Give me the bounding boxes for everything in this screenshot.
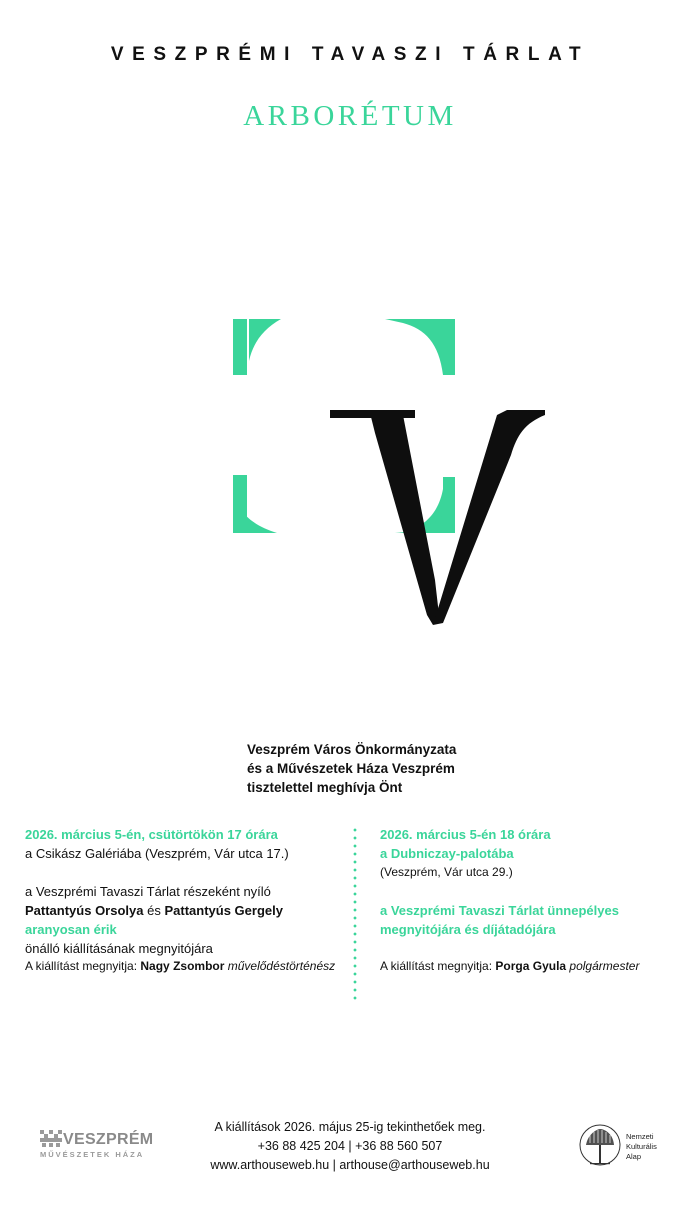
left-event-column bbox=[25, 825, 350, 958]
footer-web-links[interactable]: www.arthouseweb.hu | arthouse@arthouseweb.hu bbox=[210, 1158, 490, 1172]
event-subtitle: ARBORÉTUM bbox=[243, 100, 457, 132]
footer-dates: A kiállítások 2026. május 25-ig tekinthetőek meg. bbox=[214, 1120, 486, 1134]
intro-line: Veszprém Város Önkormányzata bbox=[247, 742, 457, 757]
right-opener bbox=[380, 959, 639, 973]
artist-name: Pattantyús Orsolya bbox=[25, 903, 144, 918]
opener-role: művelődéstörténész bbox=[224, 959, 336, 973]
opener-label: A kiállítást megnyitja: bbox=[25, 959, 141, 973]
dotted-divider bbox=[353, 826, 357, 1001]
nka-line: Kulturális bbox=[626, 1142, 657, 1151]
left-event-desc: a Veszprémi Tavaszi Tárlat részeként nyíló bbox=[25, 884, 271, 899]
invitation-intro bbox=[247, 740, 547, 797]
right-event-column bbox=[380, 825, 680, 939]
muveszetek-haza-logo bbox=[40, 1128, 160, 1168]
right-event-date: 2026. március 5-én 18 órára bbox=[380, 827, 551, 842]
artist-name: Pattantyús Gergely bbox=[164, 903, 283, 918]
opener-label: A kiállítást megnyitja: bbox=[380, 959, 496, 973]
right-event-venue: a Dubniczay-palotába bbox=[380, 846, 514, 861]
right-event-line1: a Veszprémi Tavaszi Tárlat ünnepélyes bbox=[380, 903, 619, 918]
tv-monogram-logo bbox=[225, 315, 555, 635]
left-opener bbox=[25, 959, 335, 973]
tree-icon bbox=[578, 1123, 622, 1171]
artist-conjunction: és bbox=[143, 903, 165, 918]
left-event-desc2: önálló kiállításának megnyitójára bbox=[25, 941, 213, 956]
right-event-line2: megnyitójára és díjátadójára bbox=[380, 922, 556, 937]
green-frame-shape bbox=[233, 319, 455, 533]
footer-phones: +36 88 425 204 | +36 88 560 507 bbox=[257, 1139, 443, 1153]
nka-line: Nemzeti bbox=[626, 1132, 654, 1141]
left-event-artists bbox=[25, 901, 350, 920]
left-event-venue: a Csikász Galériába (Veszprém, Vár utca 17.) bbox=[25, 846, 289, 861]
nka-name bbox=[626, 1132, 657, 1162]
event-title: VESZPRÉMI TAVASZI TÁRLAT bbox=[110, 44, 590, 65]
opener-role: polgármester bbox=[566, 959, 640, 973]
footer-info bbox=[180, 1118, 520, 1175]
left-event-date: 2026. március 5-én, csütörtökön 17 órára bbox=[25, 827, 278, 842]
opener-name: Porga Gyula bbox=[495, 959, 567, 973]
right-event-address: (Veszprém, Vár utca 29.) bbox=[380, 865, 513, 879]
exhibition-title: aranyosan érik bbox=[25, 922, 117, 937]
nka-logo bbox=[578, 1123, 688, 1175]
intro-line: és a Művészetek Háza Veszprém bbox=[247, 761, 455, 776]
opener-name: Nagy Zsombor bbox=[140, 959, 225, 973]
intro-line: tisztelettel meghívja Önt bbox=[247, 780, 403, 795]
logo-name: VESZPRÉM bbox=[63, 1131, 154, 1148]
nka-line: Alap bbox=[626, 1152, 642, 1161]
logo-subtitle: MŰVÉSZETEK HÁZA bbox=[40, 1150, 145, 1159]
crown-icon bbox=[40, 1130, 62, 1148]
